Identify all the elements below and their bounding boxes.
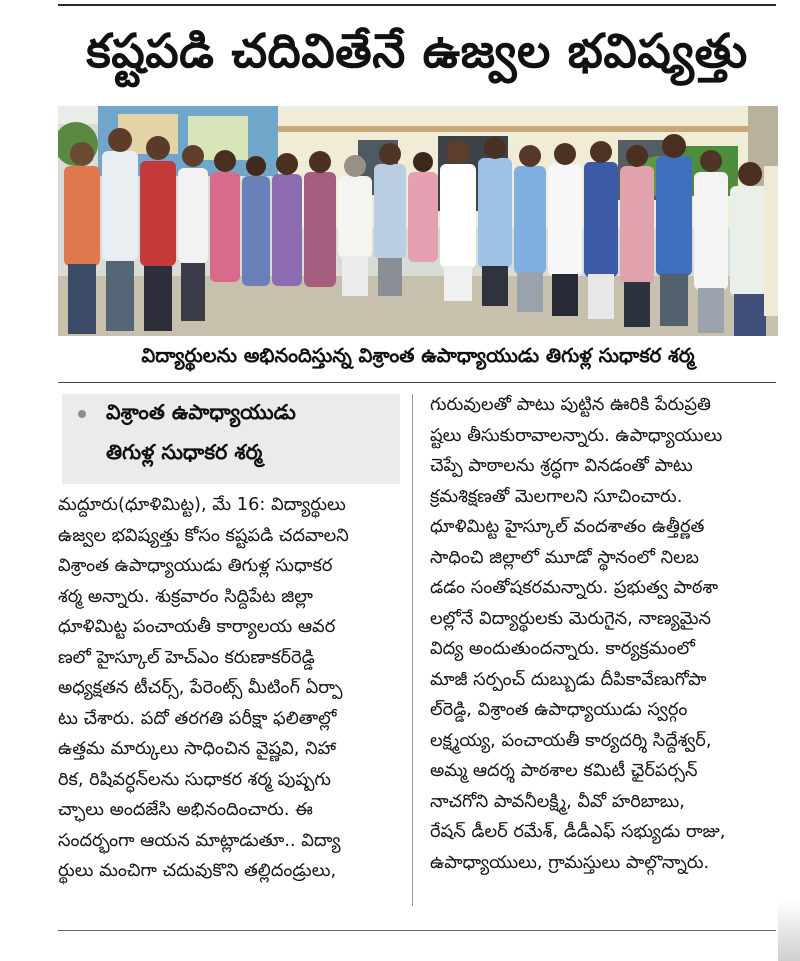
- text-line: శర్మ అన్నారు. శుక్రవారం సిద్దిపేట జిల్లా: [58, 585, 313, 607]
- text-line: సాధించి జిల్లాలో మూడో స్థానంలో నిలబ: [430, 546, 700, 568]
- photo-caption: విద్యార్థులను అభినందిస్తున్న విశ్రాంత ఉపాధ్యాయుడు తిగుళ్ల సుధాకర శర్మ: [141, 344, 695, 367]
- text-line: విశ్రాంత ఉపాధ్యాయుడు తిగుళ్ల సుధాకర: [58, 555, 333, 576]
- text-line: ఉత్తమ మార్కులు సాధించిన వైష్ణవి, నిహా: [58, 738, 336, 759]
- text-line: చెప్పే పాఠాలను శ్రద్ధగా వినడంతో పాటు: [430, 455, 693, 476]
- text-line: అధ్యక్షతన టీచర్స్, పేరెంట్స్ మీటింగ్ ఏర్పా: [58, 677, 343, 698]
- text-line: విద్య అందుతుందన్నారు. కార్యక్రమంలో: [430, 638, 695, 659]
- text-line: ఉజ్వల భవిష్యత్తు కోసం కష్టపడి చదవాలని: [58, 524, 349, 546]
- highlight-line-1: విశ్రాంత ఉపాధ్యాయుడు: [106, 400, 296, 424]
- text-line: నాచగోని పావనీలక్ష్మి, వీవో హరిబాబు,: [430, 790, 685, 812]
- text-line: డడం సంతోషకరమన్నారు. ప్రభుత్వ పాఠశా: [430, 577, 719, 598]
- text-line: ఉపాధ్యాయులు, గ్రామస్తులు పాల్గొన్నారు.: [430, 851, 710, 873]
- text-line: అమ్మ ఆదర్శ పాఠశాల కమిటీ ఛైర్‌పర్సన్: [430, 760, 698, 781]
- text-line: మాజీ సర్పంచ్ దుబ్బుడు దీపికావేణుగోపా: [430, 668, 707, 690]
- text-line: లల్లోనే విద్యార్థులకు మెరుగైన, నాణ్యమైన: [430, 607, 711, 629]
- top-rule: [58, 4, 776, 6]
- text-line: ష్టలు తీసుకురావాలన్నారు. ఉపాధ్యాయులు: [430, 424, 723, 446]
- bottom-rule: [58, 930, 776, 931]
- text-line: ల్‌రెడ్డి, విశ్రాంత ఉపాధ్యాయుడు స్వర్గం: [430, 699, 688, 720]
- text-line: ధూళిమిట్ట పంచాయతీ కార్యాలయ ఆవర: [58, 616, 336, 637]
- text-line: ణలో హైస్కూల్ హెచ్ఎం కరుణాకర్‌రెడ్డి: [58, 646, 315, 668]
- text-line: క్రమశిక్షణతో మెలగాలని సూచించారు.: [430, 485, 683, 507]
- text-line: మద్దూరు(ధూళిమిట్ట), మే 16: విద్యార్థులు: [58, 494, 346, 515]
- text-line: లక్ష్మయ్య, పంచాయతీ కార్యదర్శి సిద్దేశ్వర్,: [430, 729, 712, 751]
- article-column-left: [58, 490, 408, 887]
- text-line: గురువులతో పాటు పుట్టిన ఊరికి పేరుప్రతి: [430, 394, 711, 415]
- column-divider: [412, 394, 413, 906]
- text-line: ధూళిమిట్ట హైస్కూల్ వందశాతం ఉత్తీర్ణత: [430, 516, 705, 537]
- text-line: రిక, రిషివర్ధన్‌లను సుధాకర శర్మ పుష్పగు: [58, 768, 331, 790]
- group-photo-illustration: [58, 106, 778, 336]
- bullet-icon: [78, 410, 86, 418]
- caption-rule: [58, 382, 776, 383]
- highlight-box: [62, 394, 400, 484]
- page-corner-shadow: [778, 900, 800, 961]
- text-line: రేషన్ డీలర్ రమేశ్, డీడీఎఫ్ సభ్యుడు రాజు,: [430, 821, 726, 842]
- text-line: టు చేశారు. పదో తరగతి పరీక్షా ఫలితాల్లో: [58, 707, 337, 729]
- text-line: ర్థులు మంచిగా చదువుకొని తల్లిదండ్రులు,: [58, 860, 337, 881]
- headline: కష్టపడి చదివితేనే ఉజ్వల భవిష్యత్తు: [86, 24, 748, 79]
- highlight-line-2: తిగుళ్ల సుధాకర శర్మ: [106, 440, 263, 464]
- article-column-right: [430, 390, 780, 878]
- news-photo: [58, 106, 778, 336]
- text-line: సందర్భంగా ఆయన మాట్లాడుతూ.. విద్యా: [58, 829, 341, 851]
- text-line: చ్ఛాలు అందజేసి అభినందించారు. ఈ: [58, 799, 313, 820]
